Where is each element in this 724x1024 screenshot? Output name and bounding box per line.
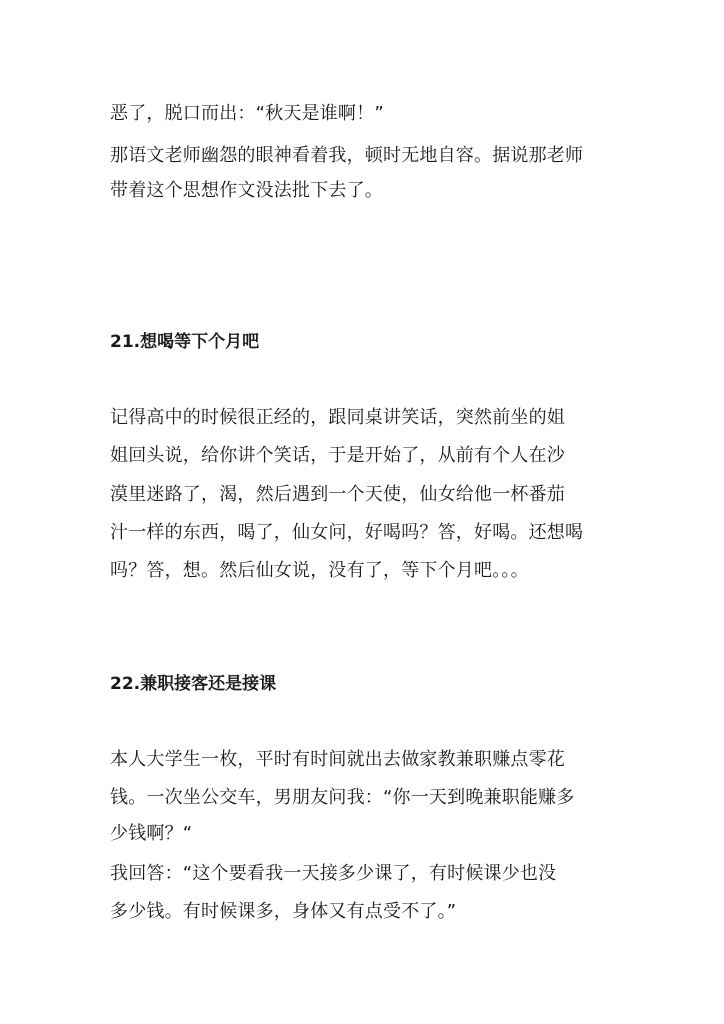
paragraph-line: 本人大学生一枚，平时有时间就出去做家教兼职赚点零花 xyxy=(110,749,565,770)
paragraph-line: 我回答：“这个要看我一天接多少课了，有时候课少也没 xyxy=(110,863,557,884)
paragraph-line: 汁一样的东西，喝了，仙女问，好喝吗？答，好喝。还想喝 xyxy=(110,522,584,543)
section-title: 22.兼职接客还是接课 xyxy=(110,674,277,694)
paragraph-line: 吗？答，想。然后仙女说，没有了，等下个月吧。。。 xyxy=(110,560,529,581)
section-title: 21.想喝等下个月吧 xyxy=(110,332,260,352)
paragraph-line: 少钱啊？“ xyxy=(110,823,193,844)
paragraph-line: 带着这个思想作文没法批下去了。 xyxy=(110,180,383,201)
paragraph-line: 多少钱。有时候课多，身体又有点受不了。” xyxy=(110,901,457,922)
paragraph-line: 姐回头说，给你讲个笑话，于是开始了，从前有个人在沙 xyxy=(110,445,565,466)
paragraph-line: 记得高中的时候很正经的，跟同桌讲笑话，突然前坐的姐 xyxy=(110,407,565,428)
paragraph-line: 漠里迷路了，渴，然后遇到一个天使，仙女给他一杯番茄 xyxy=(110,484,565,505)
paragraph-line: 恶了，脱口而出：“秋天是谁啊！” xyxy=(110,103,384,124)
paragraph-line: 那语文老师幽怨的眼神看着我，顿时无地自容。据说那老师 xyxy=(110,145,584,166)
paragraph-line: 钱。一次坐公交车，男朋友问我：“你一天到晚兼职能赚多 xyxy=(110,787,575,808)
